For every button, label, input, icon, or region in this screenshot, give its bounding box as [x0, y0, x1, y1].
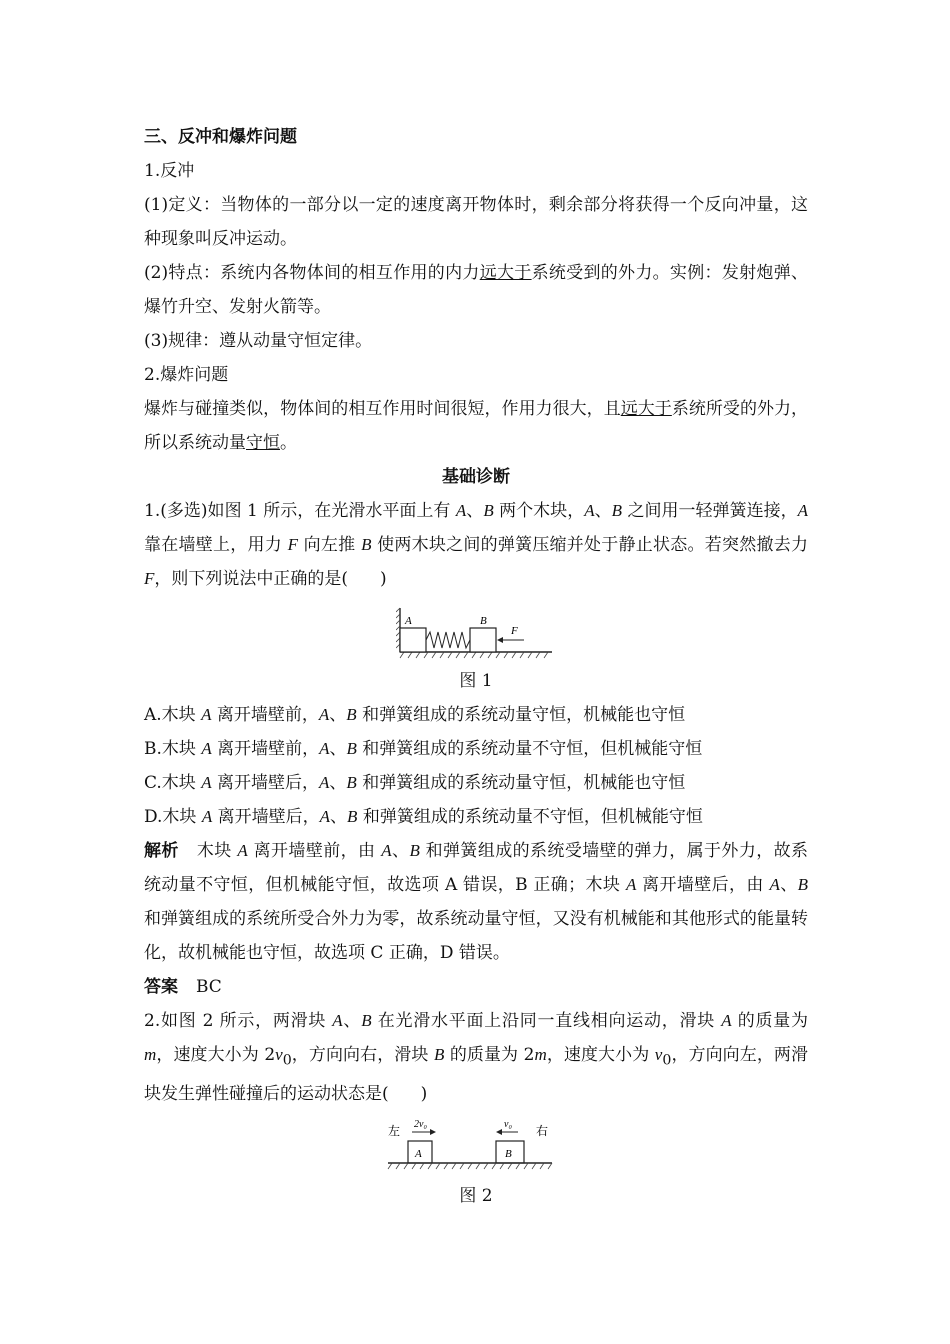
option-c: C.木块 A 离开墙壁后，A、B 和弹簧组成的系统动量守恒，机械能也守恒 — [144, 773, 686, 793]
figure-1-caption: 图 1 — [459, 671, 493, 691]
figure-1-label-b: B — [480, 615, 487, 627]
recoil-feature: (2)特点：系统内各物体间的相互作用的内力远大于系统受到的外力。实例：发射炮弹、爆竹升空、发射火箭等。 — [144, 263, 808, 317]
explosion-text: 爆炸与碰撞类似，物体间的相互作用时间很短，作用力很大，且远大于系统所受的外力，所以系统动量守恒。 — [144, 399, 809, 453]
figure-2-left-label: 左 — [388, 1124, 401, 1139]
figure-2-label-b: B — [505, 1148, 512, 1161]
recoil-law: (3)规律：遵从动量守恒定律。 — [144, 331, 373, 351]
option-b: B.木块 A 离开墙壁前，A、B 和弹簧组成的系统动量不守恒，但机械能守恒 — [144, 739, 703, 759]
blank-answer: 守恒 — [246, 433, 280, 453]
option-a: A.木块 A 离开墙壁前，A、B 和弹簧组成的系统动量守恒，机械能也守恒 — [144, 705, 686, 725]
recoil-title: 1.反冲 — [144, 161, 195, 181]
question-2: 2.如图 2 所示，两滑块 A、B 在光滑水平面上沿同一直线相向运动，滑块 A 的质量为 m，速度大小为 $2v_0$，方向向右，滑块 B 的质量为 2m，速度大小为 $v_0$，方向向左，两滑块发生弹性碰撞后的运动状态是( ) — [144, 1011, 809, 1105]
recoil-definition: (1)定义：当物体的一部分以一定的速度离开物体时，剩余部分将获得一个反向冲量，这种现象叫反冲运动。 — [144, 195, 808, 249]
answer: 答案 BC — [144, 977, 222, 997]
question-1: 1.(多选)如图 1 所示，在光滑水平面上有 A、B 两个木块，A、B 之间用一轻弹簧连接，A 靠在墙壁上，用力 F 向左推 B 使两木块之间的弹簧压缩并处于静止状态。若突然撤去力 F，则下列说法中正确的是( ) — [144, 501, 809, 589]
figure-1-label-a: A — [405, 615, 412, 627]
blank-answer: 远大于 — [620, 399, 672, 419]
figure-2-velocity-b: v₀ — [504, 1119, 512, 1131]
explosion-title: 2.爆炸问题 — [144, 365, 229, 385]
figure-2-right-label: 右 — [536, 1124, 549, 1139]
section-heading: 三、反冲和爆炸问题 — [144, 127, 297, 147]
figure-2-label-a: A — [415, 1148, 422, 1161]
document-page — [144, 120, 808, 1213]
figure-1-spring-blocks — [396, 604, 556, 660]
figure-2-velocity-a: 2v₀ — [414, 1119, 427, 1131]
analysis: 解析 木块 A 离开墙壁前，由 A、B 和弹簧组成的系统受墙壁的弹力，属于外力，故系统动量不守恒，但机械能守恒，故选项 A 错误，B 正确；木块 A 离开墙壁后，由 A、B 和弹簧组成的系统所受合外力为零，故系统动量守恒，又没有机械能和其他形式的能量转化，故机械能也守恒，故选项 C 正确，D 错误。 — [144, 841, 809, 963]
blank-answer: 远大于 — [479, 263, 532, 283]
figure-2-caption: 图 2 — [459, 1186, 493, 1207]
figure-2-sliding-blocks — [386, 1119, 566, 1175]
option-d: D.木块 A 离开墙壁后，A、B 和弹簧组成的系统动量不守恒，但机械能守恒 — [144, 807, 703, 827]
figure-1-label-f: F — [511, 625, 518, 637]
diagnosis-title: 基础诊断 — [442, 467, 510, 487]
